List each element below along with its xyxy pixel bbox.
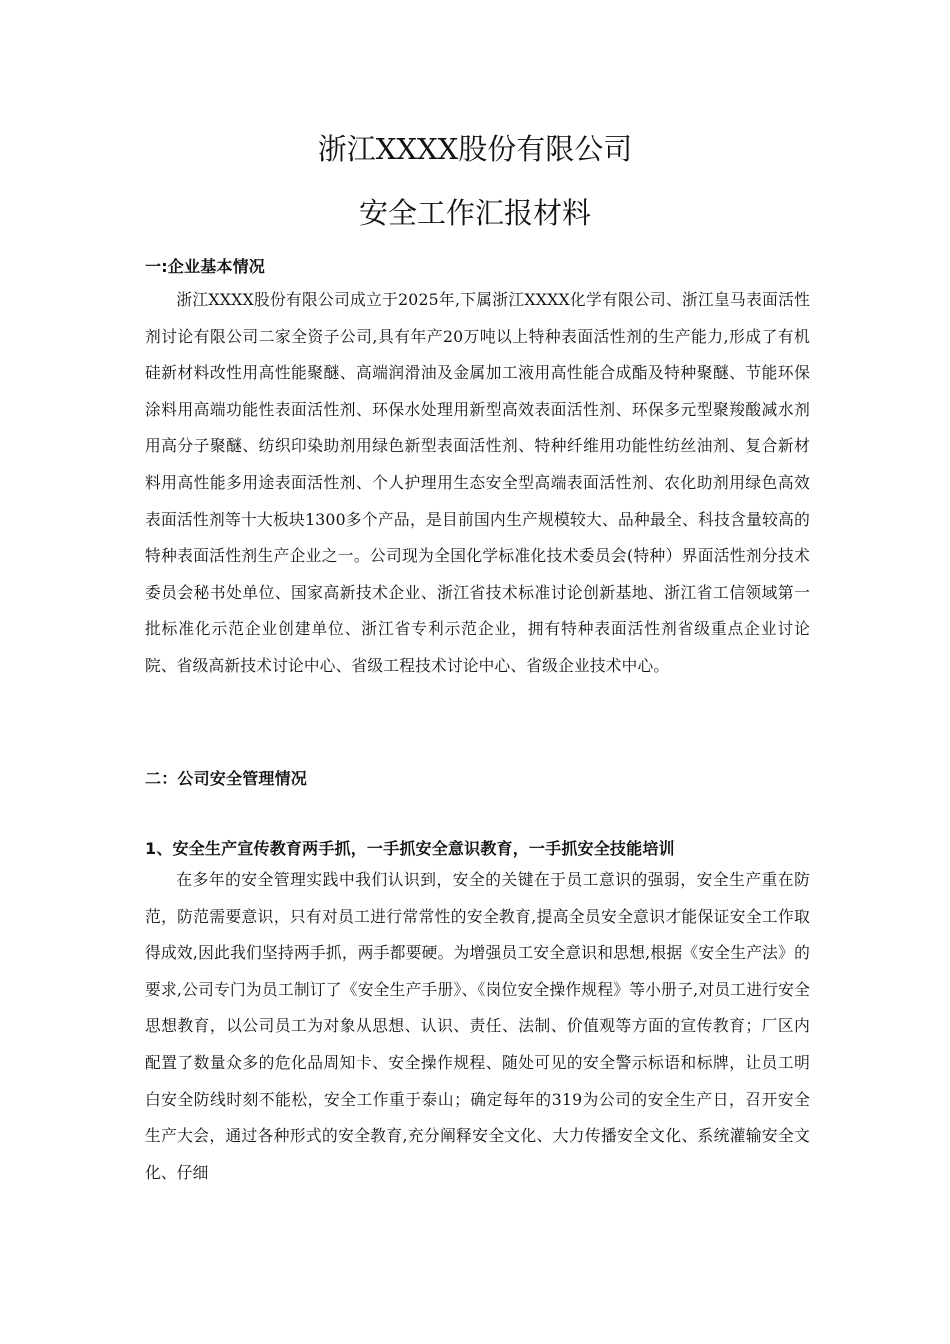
document-title: 浙江XXXX股份有限公司 — [317, 132, 633, 166]
subsection-heading: 1、安全生产宣传教育两手抓，一手抓安全意识教育，一手抓安全技能培训 — [145, 839, 675, 858]
document-subtitle: 安全工作汇报材料 — [358, 196, 591, 230]
section-company-overview — [145, 256, 810, 278]
section-paragraph: 浙江XXXX股份有限公司成立于2025年,下属浙江XXXX化学有限公司、浙江皇马表面活性剂讨论有限公司二家全资子公司,具有年产20万吨以上特种表面活性剂的生产能力,形成了有机硅新材料改性用高性能聚醚、高端润滑油及金属加工液用高性能合成酯及特种聚醚、节能环保涂料用高端功能性表面活性剂、环保水处理用新型高效表面活性剂、环保多元型聚羧酸减水剂用高分子聚醚、纺织印染助剂用绿色新型表面活性剂、特种纤维用功能性纺丝油剂、复合新材料用高性能多用途表面活性剂、个人护理用生态安全型高端表面活性剂、农化助剂用绿色高效表面活性剂等十大板块1300多个产品，是目前国内生产规模较大、品种最全、科技含量较高的特种表面活性剂生产企业之一。公司现为全国化学标准化技术委员会(特种）界面活性剂分技术委员会秘书处单位、国家高新技术企业、浙江省技术标准讨论创新基地、浙江省工信领域第一批标准化示范企业创建单位、浙江省专利示范企业，拥有特种表面活性剂省级重点企业讨论院、省级高新技术讨论中心、省级工程技术讨论中心、省级企业技术中心。 — [145, 290, 810, 675]
section-heading: 一:企业基本情况 — [145, 257, 265, 276]
section-company-overview-body — [145, 282, 810, 685]
section-safety-education-body — [145, 862, 810, 1191]
section-safety-education — [145, 838, 810, 860]
section-heading: 二：公司安全管理情况 — [145, 769, 308, 788]
section-paragraph: 在多年的安全管理实践中我们认识到，安全的关键在于员工意识的强弱，安全生产重在防范，防范需要意识，只有对员工进行常常性的安全教育,提高全员安全意识才能保证安全工作取得成效,因此我们坚持两手抓，两手都要硬。为增强员工安全意识和思想,根据《安全生产法》的要求,公司专门为员工制订了《安全生产手册》、《岗位安全操作规程》等小册子,对员工进行安全思想教育，以公司员工为对象从思想、认识、责任、法制、价值观等方面的宣传教育；厂区内配置了数量众多的危化品周知卡、安全操作规程、随处可见的安全警示标语和标牌，让员工明白安全防线时刻不能松，安全工作重于泰山；确定每年的319为公司的安全生产日，召开安全生产大会，通过各种形式的安全教育,充分阐释安全文化、大力传播安全文化、系统灌输安全文化、仔细 — [145, 870, 810, 1182]
section-safety-management — [145, 768, 810, 790]
